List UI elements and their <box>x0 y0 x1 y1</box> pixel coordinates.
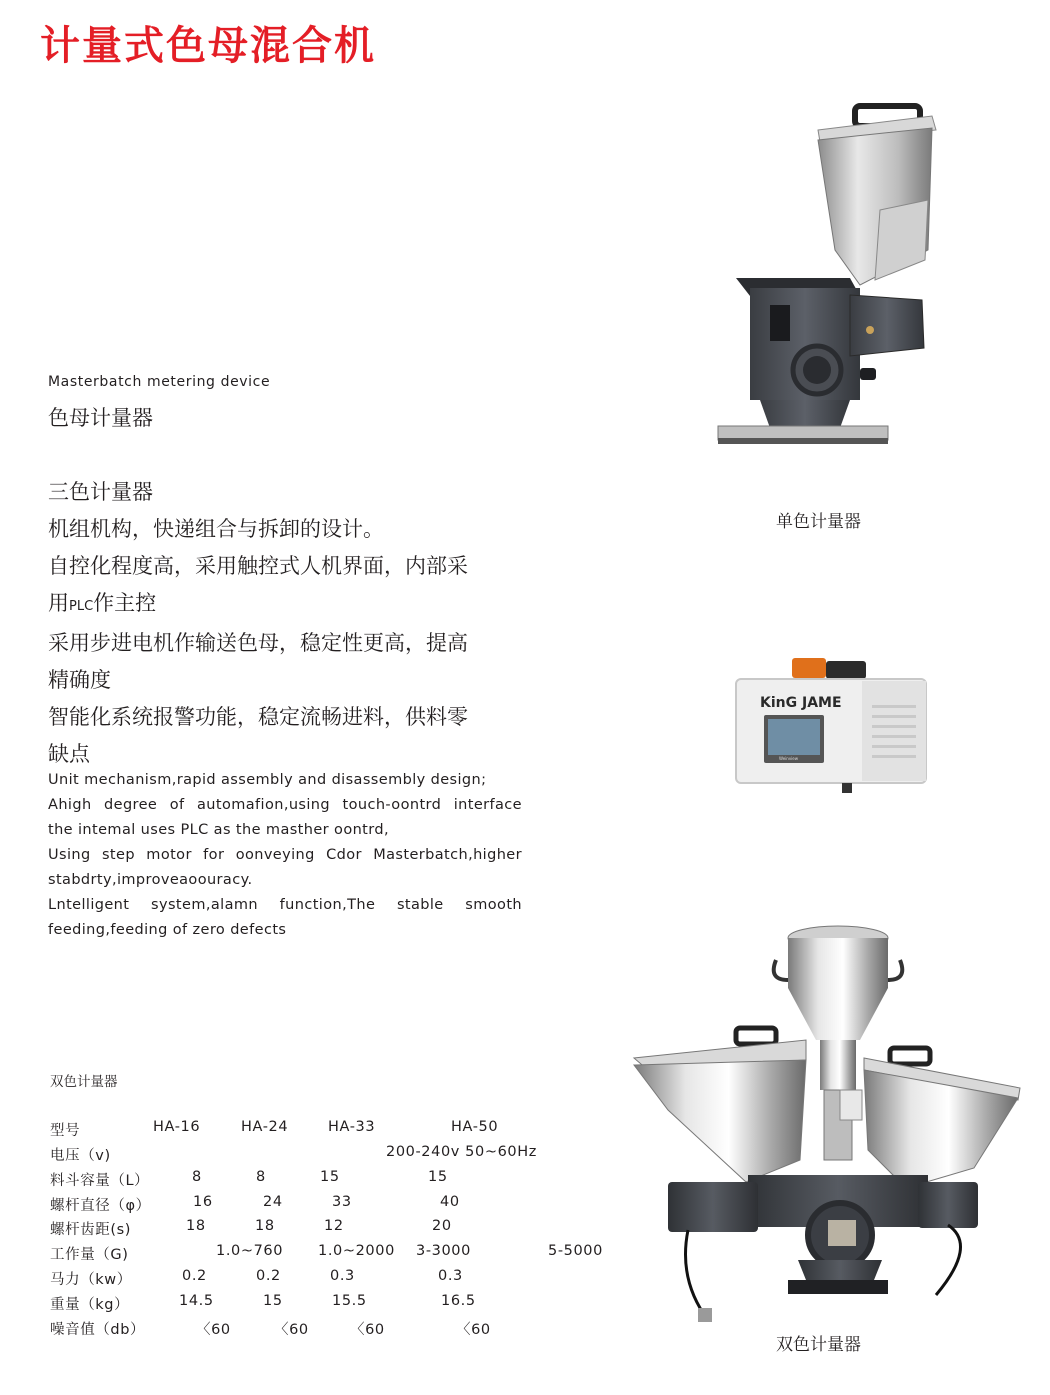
spec-noise: 〈60 <box>350 1322 385 1338</box>
screen-label: Weinview <box>779 756 799 761</box>
spec-model: HA-24 <box>241 1119 289 1135</box>
features-en <box>48 768 522 943</box>
feature-line: 机组机构，快递组合与拆卸的设计。 <box>48 517 384 541</box>
spec-pitch: 18 <box>186 1218 206 1234</box>
single-doser-caption: 单色计量器 <box>776 512 861 532</box>
feature-line: 自控化程度高，采用触控式人机界面，内部采 <box>48 554 468 578</box>
spec-label-diameter: 螺杆直径（φ） <box>50 1198 151 1214</box>
feature-en-line: feeding,feeding of zero defects <box>48 922 287 938</box>
spec-weight: 15.5 <box>332 1293 367 1309</box>
spec-voltage: 200-240v 50~60Hz <box>386 1144 537 1160</box>
spec-capacity: 1.0~2000 <box>318 1243 395 1259</box>
spec-capacity: 5-5000 <box>548 1243 603 1259</box>
feature-en-line: stabdrty,improveaoouracy. <box>48 872 253 888</box>
double-color-doser-image <box>628 920 1028 1325</box>
spec-label-voltage: 电压（v) <box>50 1148 111 1164</box>
spec-pitch: 18 <box>255 1218 275 1234</box>
spec-hopper: 15 <box>428 1169 448 1185</box>
feature-en-line: Lntelligent system,alamn function,The stable smooth <box>48 897 522 913</box>
spec-pitch: 20 <box>432 1218 452 1234</box>
spec-weight: 15 <box>263 1293 283 1309</box>
feature-line <box>48 585 528 625</box>
spec-model: HA-33 <box>328 1119 376 1135</box>
single-color-doser-image <box>710 100 950 450</box>
spec-model: HA-50 <box>451 1119 499 1135</box>
spec-diameter: 40 <box>440 1194 460 1210</box>
spec-diameter: 33 <box>332 1194 352 1210</box>
spec-diameter: 24 <box>263 1194 283 1210</box>
feature-en-line: Ahigh degree of automafion,using touch-oontrd interface <box>48 797 522 813</box>
spec-noise: 〈60 <box>196 1322 231 1338</box>
spec-weight: 16.5 <box>441 1293 476 1309</box>
page-title: 计量式色母混合机 <box>40 23 376 69</box>
plc-text: PLC <box>69 599 94 614</box>
feature-line: 精确度 <box>48 668 111 692</box>
spec-label-power: 马力（kw） <box>50 1272 132 1288</box>
spec-model: HA-16 <box>153 1119 201 1135</box>
feature-en-line: Unit mechanism,rapid assembly and disassembly design; <box>48 772 487 788</box>
feature-line: 智能化系统报警功能，稳定流畅进料，供料零 <box>48 705 468 729</box>
spec-power: 0.3 <box>330 1268 355 1284</box>
feature-line: 三色计量器 <box>48 480 153 504</box>
controller-image <box>732 655 932 800</box>
controller-brand: KinG JAME <box>760 695 842 711</box>
double-doser-caption: 双色计量器 <box>776 1335 861 1355</box>
feature-line: 缺点 <box>48 742 90 766</box>
spec-hopper: 8 <box>256 1169 266 1185</box>
spec-power: 0.2 <box>256 1268 281 1284</box>
feature-text: 用 <box>48 591 69 615</box>
spec-capacity: 3-3000 <box>416 1243 471 1259</box>
product-name-en: Masterbatch metering device <box>48 374 271 390</box>
spec-label-model: 型号 <box>50 1123 81 1139</box>
spec-capacity: 1.0~760 <box>216 1243 284 1259</box>
feature-line: 采用步进电机作输送色母，稳定性更高，提高 <box>48 631 468 655</box>
product-name-cn: 色母计量器 <box>48 406 153 430</box>
feature-text: 作主控 <box>93 591 157 615</box>
spec-pitch: 12 <box>324 1218 344 1234</box>
spec-diameter: 16 <box>193 1194 213 1210</box>
feature-en-line: Using step motor for oonveying Cdor Masterbatch,higher <box>48 847 522 863</box>
spec-title: 双色计量器 <box>50 1074 118 1090</box>
spec-label-noise: 噪音值（db） <box>50 1322 146 1338</box>
spec-noise: 〈60 <box>274 1322 309 1338</box>
spec-label-hopper: 料斗容量（L） <box>50 1173 150 1189</box>
feature-en-line: the intemal uses PLC as the masther oontrd, <box>48 822 389 838</box>
spec-label-capacity: 工作量（G) <box>50 1247 129 1263</box>
spec-hopper: 8 <box>192 1169 202 1185</box>
spec-hopper: 15 <box>320 1169 340 1185</box>
spec-power: 0.2 <box>182 1268 207 1284</box>
spec-label-weight: 重量（kg） <box>50 1297 130 1313</box>
features-cn <box>48 474 528 773</box>
spec-label-pitch: 螺杆齿距(s) <box>50 1222 132 1238</box>
spec-power: 0.3 <box>438 1268 463 1284</box>
spec-noise: 〈60 <box>456 1322 491 1338</box>
spec-weight: 14.5 <box>179 1293 214 1309</box>
